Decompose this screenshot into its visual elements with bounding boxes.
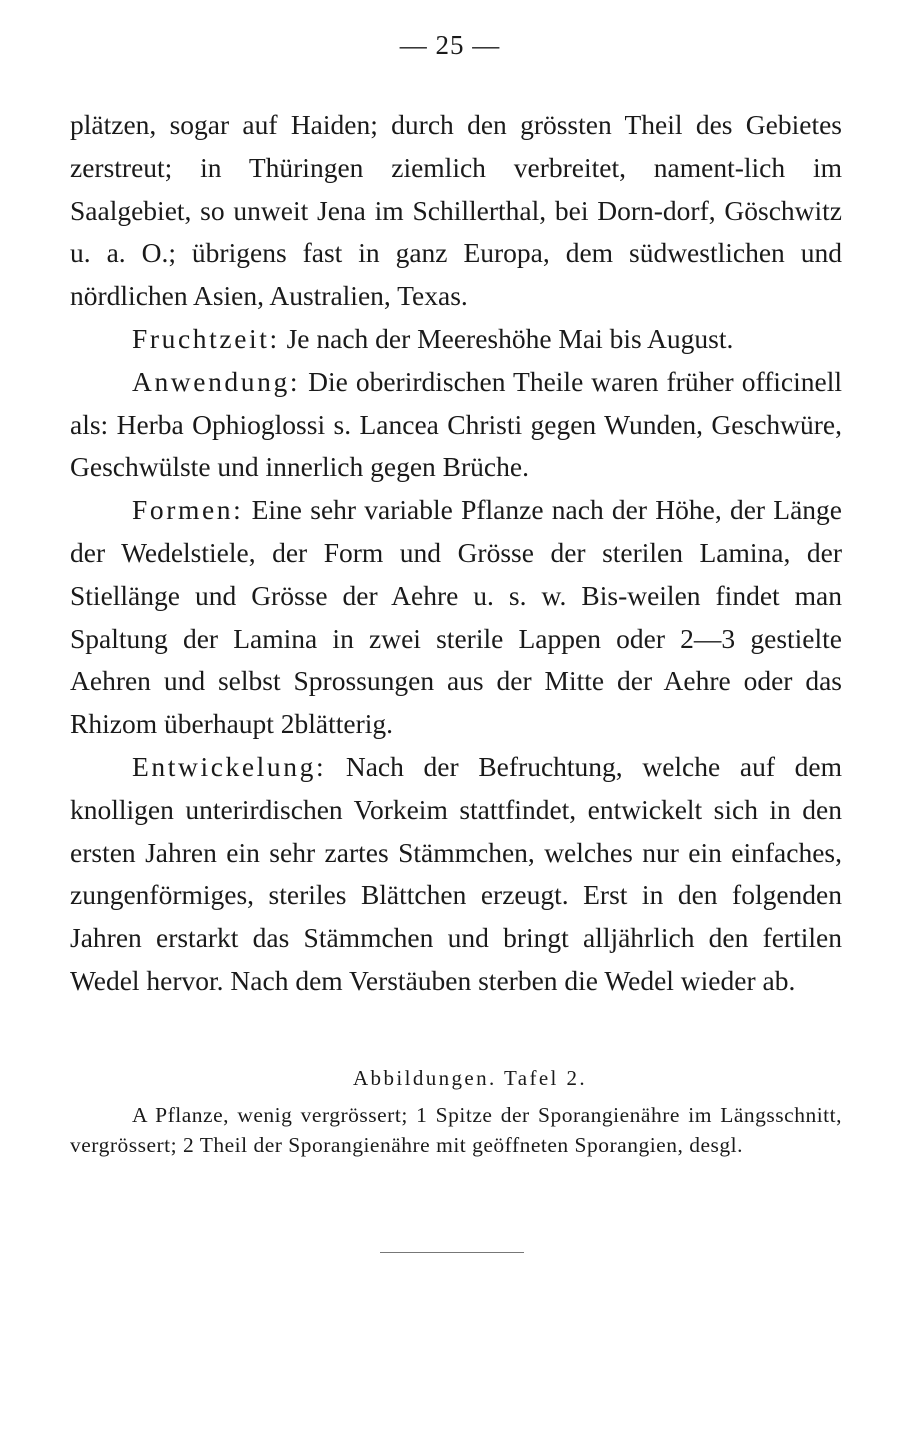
paragraph-text: Je nach der Meereshöhe Mai bis August.	[279, 322, 734, 354]
page-number: — 25 —	[399, 30, 501, 60]
body-text	[70, 104, 842, 1003]
paragraph-label: Anwendung:	[132, 365, 301, 397]
paragraph-fruchtzeit	[70, 318, 842, 361]
paragraph-continuation	[70, 104, 842, 318]
paragraph-text: Eine sehr variable Pflanze nach der Höhe, der Länge der Wedelstiele, der Form und Grösse der sterilen Lamina, der Stiellänge und Grösse der Aehre u. s. w. Bis-weilen findet man Spaltung der Lamina in zwei sterile Lappen oder 2—3 gestielte Aehren und selbst Sprossungen aus der Mitte der Aehre oder das Rhizom überhaupt 2blätterig.	[70, 494, 842, 740]
paragraph-text: plätzen, sogar auf Haiden; durch den grössten Theil des Gebietes zerstreut; in Thüringen ziemlich verbreitet, nament-lich im Saalgebiet, so unweit Jena im Schillerthal, bei Dorn-dorf, Göschwitz u. a. O.; übrigens fast in ganz Europa, dem südwestlichen und nördlichen Asien, Australien, Texas.	[70, 109, 842, 312]
paragraph-label: Entwickelung:	[132, 750, 327, 782]
end-rule-divider	[380, 1252, 524, 1253]
paragraph-formen	[70, 489, 842, 746]
figures-caption-text: A Pflanze, wenig vergrössert; 1 Spitze der Sporangienähre im Längsschnitt, vergrössert; 2 Theil der Sporangienähre mit geöffneten Sporangien, desgl.	[70, 1103, 842, 1157]
figures-caption	[70, 1100, 842, 1160]
paragraph-label: Fruchtzeit:	[132, 322, 280, 354]
paragraph-text: Die oberirdischen Theile waren früher officinell als: Herba Ophioglossi s. Lancea Christi gegen Wunden, Geschwüre, Geschwülste und innerlich gegen Brüche.	[70, 365, 842, 483]
paragraph-text: Nach der Befruchtung, welche auf dem knolligen unterirdischen Vorkeim stattfindet, entwickelt sich in den ersten Jahren ein sehr zartes Stämmchen, welches nur ein einfaches, zungenförmiges, steriles Blättchen erzeugt. Erst in den folgenden Jahren erstarkt das Stämmchen und bringt alljährlich den fertilen Wedel hervor. Nach dem Verstäuben sterben die Wedel wieder ab.	[70, 750, 842, 996]
paragraph-label: Formen:	[132, 494, 244, 526]
paragraph-entwickelung	[70, 746, 842, 1003]
figures-heading: Abbildungen. Tafel 2.	[352, 1066, 587, 1090]
paragraph-anwendung	[70, 361, 842, 489]
